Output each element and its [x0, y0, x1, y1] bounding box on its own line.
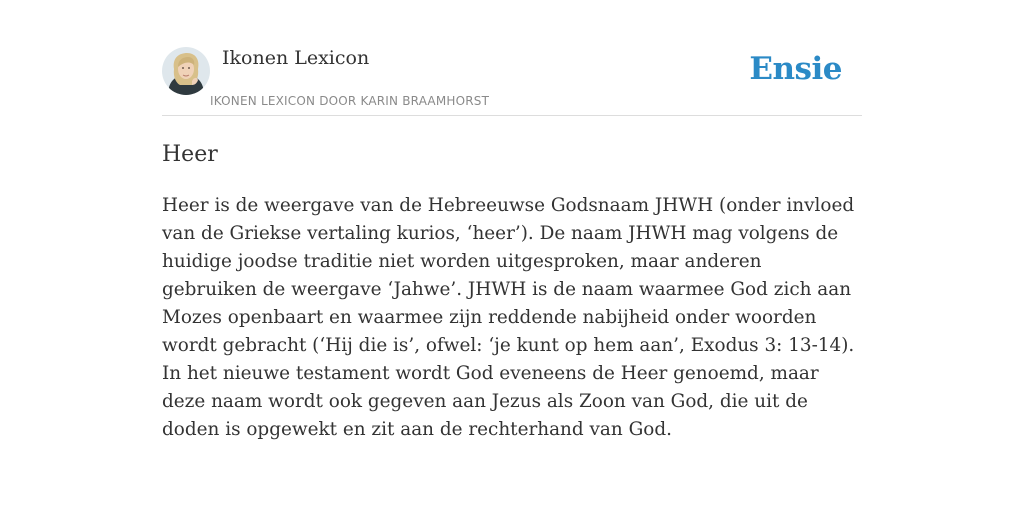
author-portrait-icon — [162, 47, 210, 95]
card-header — [162, 0, 862, 116]
entry-card — [162, 0, 862, 512]
ensie-logo[interactable]: Ensie — [749, 51, 842, 87]
author-avatar[interactable] — [162, 47, 210, 95]
author-name[interactable]: Ikonen Lexicon — [222, 47, 370, 69]
author-subtitle[interactable]: IKONEN LEXICON DOOR KARIN BRAAMHORST — [210, 94, 490, 108]
page-title: Heer — [162, 142, 218, 167]
article-body: Heer is de weergave van de Hebreeuwse Godsnaam JHWH (onder invloed van de Griekse vertaling kurios, ‘heer’). De naam JHWH mag volgens de huidige joodse traditie niet worden uitgesproken, maar anderen gebruiken de weergave ‘Jahwe’. JHWH is de naam waarmee God zich aan Mozes openbaart en waarmee zijn reddende nabijheid onder woorden wordt gebracht (‘Hij die is’, ofwel: ‘je kunt op hem aan’, Exodus 3: 13-14). In het nieuwe testament wordt God eveneens de Heer genoemd, maar deze naam wordt ook gegeven aan Jezus als Zoon van God, die uit de doden is opgewekt en zit aan de rechterhand van God. — [162, 195, 855, 440]
